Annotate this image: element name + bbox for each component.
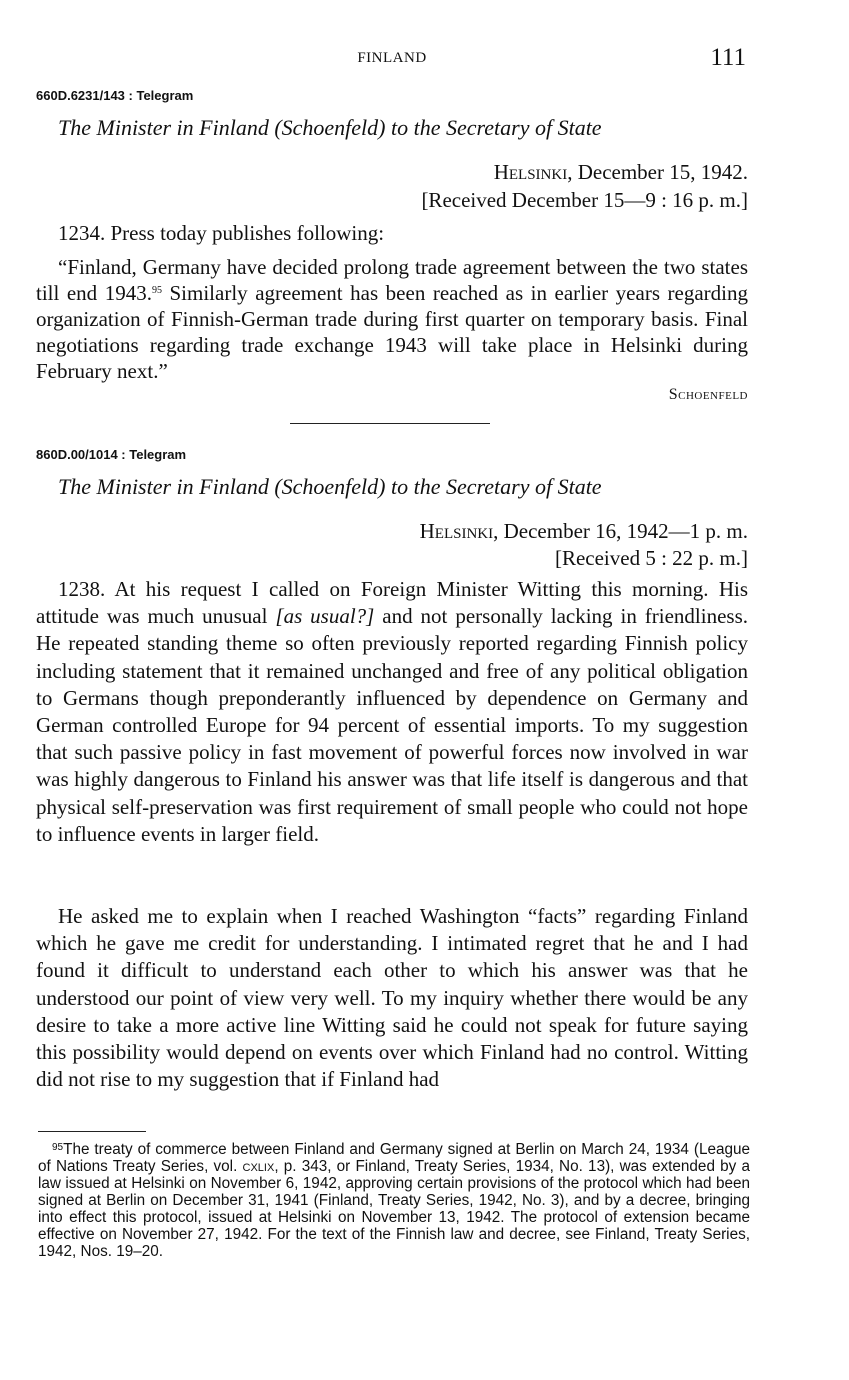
doc2-dateline bbox=[420, 519, 748, 544]
doc2-title: The Minister in Finland (Schoenfeld) to the Secretary of State bbox=[58, 474, 602, 499]
doc1-quote-part-b: Similarly agreement has been reached as in earlier years regarding organization of Finnish-German trade during first quarter on temporary basis. Final negotiations regarding trade exchange 1943 will take place in Helsinki during February next.” bbox=[36, 281, 748, 383]
doc2-received: [Received 5 : 22 p. m.] bbox=[554, 546, 748, 570]
doc2-paragraph-2: He asked me to explain when I reached Washington “facts” regarding Finland which he gave me credit for understanding. I intimated regret that he and I had found it difficult to understand each other to which his answer was that he understood our point of view very well. To my inquiry whether there would be any desire to take a more active line Witting said he could not speak for future saying this possibility would depend on events over which Finland had no control. Witting did not rise to my suggestion that if Finland had bbox=[36, 904, 748, 1092]
doc2-file-reference: 860D.00/1014 : Telegram bbox=[36, 447, 187, 462]
footnote-volume-roman: cxlix bbox=[242, 1158, 275, 1175]
footnote-text-b: , p. 343, or Finland, Treaty Series, 1934, No. 13), was extended by a law issued at Helsinki on November 6, 1942, approving certain provisions of the protocol which had been signed at Berlin on December 31, 1941 (Finland, Treaty Series, 1942, No. 3), and by a decree, bringing into effect this protocol, issued at Helsinki on November 13, 1942. The protocol of extension became effective on November 27, 1942. For the text of the Finnish law and decree, see Finland, Treaty Series, 1942, Nos. 19–20. bbox=[38, 1158, 750, 1260]
doc1-received: [Received December 15—9 : 16 p. m.] bbox=[421, 188, 748, 212]
doc1-date: December 15, 1942. bbox=[572, 160, 748, 184]
doc1-opening: 1234. Press today publishes following: bbox=[58, 221, 385, 245]
running-head bbox=[36, 44, 748, 74]
running-title: FINLAND bbox=[357, 50, 427, 66]
doc1-signature-text: Schoenfeld bbox=[668, 386, 748, 403]
doc1-quote-part-a: “Finland, Germany have decided prolong trade agreement between the two states till end 1943. bbox=[36, 255, 748, 305]
doc2-para1-part-b: and not personally lacking in friendliness. He repeated standing theme so often previously reported regarding Finnish policy including statement that it remained unchanged and free of any political obligation to Germans though preponderantly influenced by dependence on Germany and German controlled Europe for 94 percent of essential imports. To my suggestion that such passive policy in fast movement of powerful forces now involved in war was highly dangerous to Finland his answer was that life itself is dangerous and that physical self-preservation was first requirement of small people who could not hope to influence events in larger field. bbox=[36, 604, 748, 846]
doc1-quoted-text bbox=[36, 254, 748, 384]
doc1-file-reference: 660D.6231/143 : Telegram bbox=[36, 88, 194, 103]
footnote-text-a: The treaty of commerce between Finland and Germany signed at Berlin on March 24, 1934 (League of Nations Treaty Series, vol. bbox=[38, 1141, 750, 1175]
doc1-date-place: Helsinki, bbox=[493, 160, 573, 184]
section-divider bbox=[290, 423, 490, 424]
footnote-divider bbox=[38, 1131, 146, 1132]
doc2-paragraph-1 bbox=[36, 576, 748, 848]
doc2-date: December 16, 1942—1 p. m. bbox=[498, 519, 748, 543]
footnote-95 bbox=[38, 1141, 750, 1260]
doc2-para1-editorial-insert: [as usual?] bbox=[275, 604, 375, 629]
footnote-reference: 95 bbox=[151, 285, 162, 296]
footnote-number: 95 bbox=[52, 1142, 64, 1153]
doc1-title: The Minister in Finland (Schoenfeld) to the Secretary of State bbox=[58, 115, 602, 140]
doc2-para1-part-a: 1238. At his request I called on Foreign Minister Witting this morning. His attitude was much unusual bbox=[36, 577, 748, 629]
page-number: 111 bbox=[710, 44, 746, 71]
doc1-signature bbox=[669, 386, 748, 404]
doc2-date-place: Helsinki, bbox=[419, 519, 499, 543]
doc1-dateline bbox=[494, 160, 748, 185]
